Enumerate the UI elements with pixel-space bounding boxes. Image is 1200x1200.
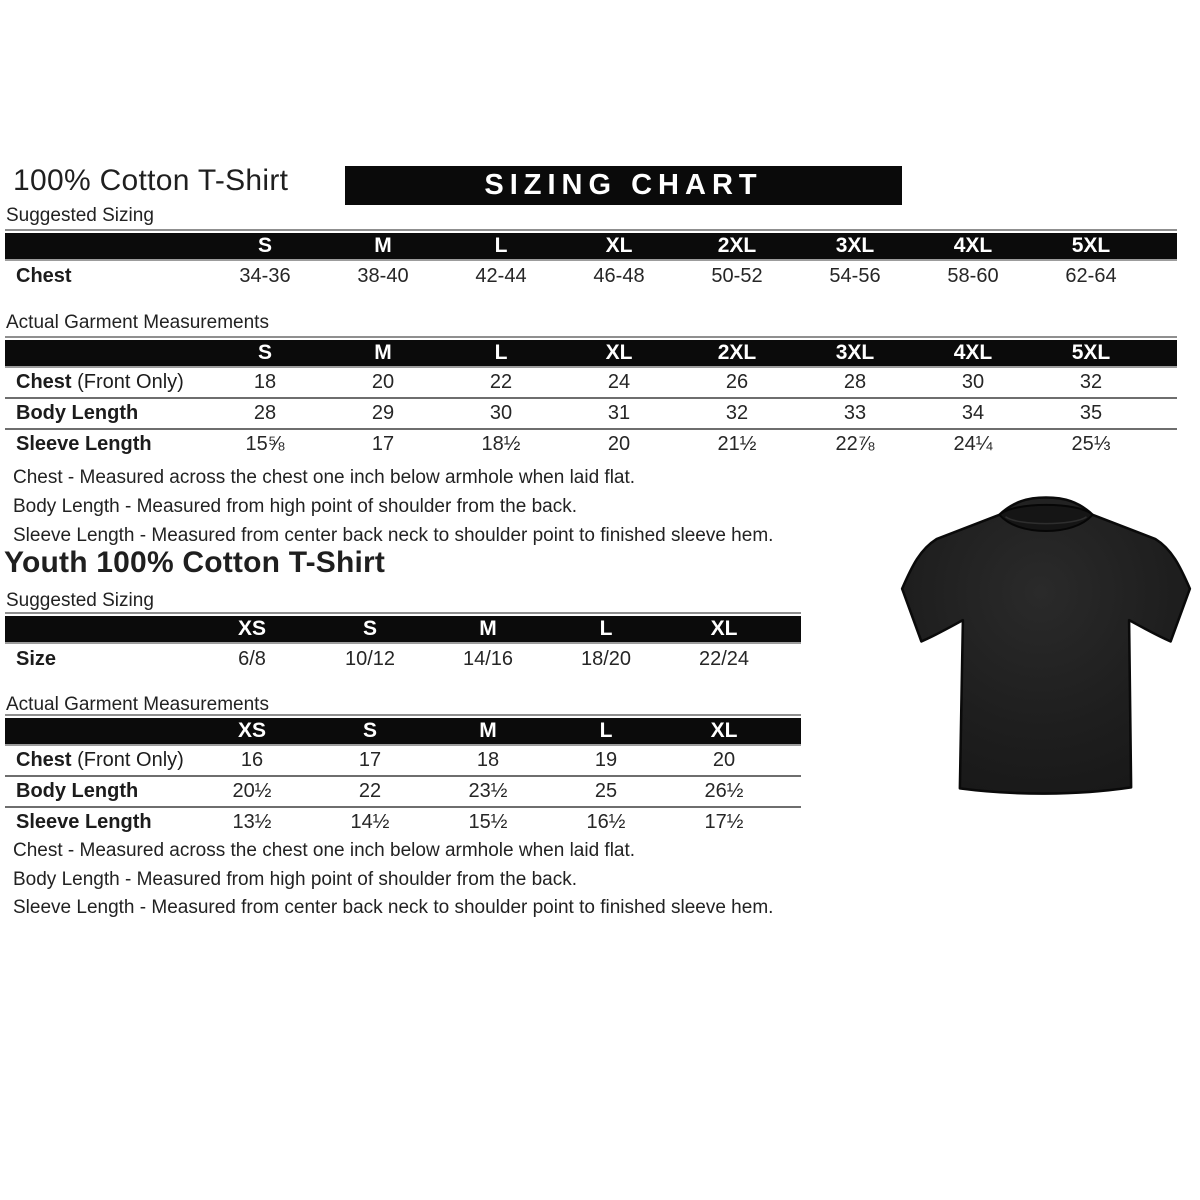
youth-measurement-notes — [13, 837, 773, 923]
row-label — [5, 259, 206, 292]
measurement-cell: 32 — [678, 397, 796, 428]
spacer-cell — [1150, 428, 1177, 459]
measurement-cell: 25⅓ — [1032, 428, 1150, 459]
size-column-header: S — [311, 716, 429, 744]
size-column-header: S — [206, 231, 324, 259]
tshirt-image — [894, 492, 1198, 802]
size-column-header: M — [429, 614, 547, 642]
measurement-cell: 38-40 — [324, 259, 442, 292]
row-label-main: Sleeve Length — [16, 811, 152, 833]
size-header-row — [5, 338, 1177, 366]
measurement-cell: 46-48 — [560, 259, 678, 292]
measurement-cell: 18 — [206, 366, 324, 397]
row-label — [5, 775, 193, 806]
measurement-cell: 54-56 — [796, 259, 914, 292]
measurement-row — [5, 642, 801, 674]
row-label-main: Size — [16, 647, 57, 670]
size-column-header: S — [206, 338, 324, 366]
row-label-suffix: (Front Only) — [71, 749, 184, 771]
measurement-cell: 14½ — [311, 806, 429, 837]
size-column-header: L — [547, 716, 665, 744]
measurement-cell: 62-64 — [1032, 259, 1150, 292]
row-label-main: Chest — [16, 749, 72, 771]
size-column-header: 4XL — [914, 231, 1032, 259]
spacer-cell — [1150, 231, 1177, 259]
spacer-cell — [783, 642, 801, 674]
measurement-cell: 18½ — [442, 428, 560, 459]
adult-actual-measurements-table — [5, 336, 1177, 459]
spacer-cell — [783, 744, 801, 775]
size-column-header: M — [324, 338, 442, 366]
measurement-cell: 30 — [442, 397, 560, 428]
corner-cell — [5, 716, 193, 744]
note-line: Body Length - Measured from high point of shoulder from the back. — [13, 868, 577, 890]
note-line: Chest - Measured across the chest one inch below armhole when laid flat. — [13, 840, 636, 861]
measurement-row — [5, 806, 801, 837]
note-line: Sleeve Length - Measured from center back neck to shoulder point to finished sleeve hem. — [13, 525, 774, 546]
spacer-cell — [783, 775, 801, 806]
size-column-header: 2XL — [678, 338, 796, 366]
size-column-header: S — [311, 614, 429, 642]
measurement-cell: 17 — [311, 744, 429, 775]
measurement-cell: 29 — [324, 397, 442, 428]
measurement-cell: 28 — [796, 366, 914, 397]
spacer-cell — [783, 716, 801, 744]
adult-suggested-sizing-label: Suggested Sizing — [6, 205, 154, 226]
youth-section-title: Youth 100% Cotton T-Shirt — [4, 546, 386, 579]
size-column-header: 2XL — [678, 231, 796, 259]
size-column-header: 5XL — [1032, 338, 1150, 366]
measurement-cell: 31 — [560, 397, 678, 428]
measurement-cell: 32 — [1032, 366, 1150, 397]
row-label — [5, 642, 193, 674]
note-line: Body Length - Measured from high point of shoulder from the back. — [13, 496, 577, 517]
size-column-header: XL — [560, 338, 678, 366]
size-column-header: XL — [560, 231, 678, 259]
measurement-cell: 33 — [796, 397, 914, 428]
measurement-cell: 42-44 — [442, 259, 560, 292]
measurement-cell: 23½ — [429, 775, 547, 806]
measurement-cell: 25 — [547, 775, 665, 806]
spacer-cell — [1150, 338, 1177, 366]
adult-suggested-sizing-table — [5, 229, 1177, 292]
measurement-row — [5, 259, 1177, 292]
note-line: Sleeve Length - Measured from center back neck to shoulder point to finished sleeve hem. — [13, 897, 774, 918]
size-header-row — [5, 231, 1177, 259]
youth-actual-measurements-table — [5, 714, 801, 837]
size-column-header: 3XL — [796, 231, 914, 259]
measurement-row — [5, 744, 801, 775]
measurement-cell: 22/24 — [665, 642, 783, 674]
measurement-cell: 22 — [442, 366, 560, 397]
measurement-cell: 20 — [560, 428, 678, 459]
size-header-row — [5, 614, 801, 642]
measurement-cell: 19 — [547, 744, 665, 775]
size-column-header: M — [429, 716, 547, 744]
size-column-header: XL — [665, 716, 783, 744]
youth-suggested-sizing-label: Suggested Sizing — [6, 590, 154, 611]
measurement-cell: 17 — [324, 428, 442, 459]
measurement-cell: 21½ — [678, 428, 796, 459]
measurement-cell: 35 — [1032, 397, 1150, 428]
size-column-header: XS — [193, 614, 311, 642]
size-column-header: L — [547, 614, 665, 642]
measurement-cell: 34-36 — [206, 259, 324, 292]
size-column-header: L — [442, 231, 560, 259]
measurement-cell: 6/8 — [193, 642, 311, 674]
size-column-header: L — [442, 338, 560, 366]
size-column-header: 5XL — [1032, 231, 1150, 259]
row-label-main: Sleeve Length — [16, 433, 152, 455]
spacer-cell — [783, 806, 801, 837]
size-header-row — [5, 716, 801, 744]
row-label — [5, 428, 206, 459]
measurement-cell: 22 — [311, 775, 429, 806]
corner-cell — [5, 231, 206, 259]
measurement-cell: 26 — [678, 366, 796, 397]
row-label — [5, 397, 206, 428]
measurement-cell: 14/16 — [429, 642, 547, 674]
measurement-cell: 20½ — [193, 775, 311, 806]
row-label — [5, 366, 206, 397]
sizing-chart-banner: SIZING CHART — [345, 166, 902, 205]
measurement-row — [5, 428, 1177, 459]
measurement-cell: 24 — [560, 366, 678, 397]
measurement-cell: 15⅝ — [206, 428, 324, 459]
size-column-header: 4XL — [914, 338, 1032, 366]
measurement-row — [5, 366, 1177, 397]
note-line: Chest - Measured across the chest one inch below armhole when laid flat. — [13, 467, 636, 488]
measurement-cell: 18 — [429, 744, 547, 775]
measurement-cell: 16½ — [547, 806, 665, 837]
measurement-row — [5, 775, 801, 806]
measurement-cell: 58-60 — [914, 259, 1032, 292]
row-label-suffix: (Front Only) — [71, 371, 184, 393]
measurement-cell: 13½ — [193, 806, 311, 837]
spacer-cell — [783, 614, 801, 642]
measurement-cell: 50-52 — [678, 259, 796, 292]
adult-measurement-notes — [13, 463, 773, 550]
measurement-cell: 16 — [193, 744, 311, 775]
youth-actual-measurements-label: Actual Garment Measurements — [6, 694, 269, 715]
corner-cell — [5, 614, 193, 642]
row-label-main: Chest — [16, 371, 72, 393]
row-label-main: Chest — [16, 265, 72, 287]
measurement-cell: 10/12 — [311, 642, 429, 674]
size-column-header: M — [324, 231, 442, 259]
row-label — [5, 744, 193, 775]
row-label — [5, 806, 193, 837]
measurement-cell: 15½ — [429, 806, 547, 837]
youth-suggested-sizing-table — [5, 612, 801, 674]
measurement-cell: 20 — [324, 366, 442, 397]
tshirt-body — [902, 498, 1190, 794]
measurement-cell: 22⅞ — [796, 428, 914, 459]
measurement-cell: 34 — [914, 397, 1032, 428]
row-label-main: Body Length — [16, 402, 139, 424]
measurement-cell: 30 — [914, 366, 1032, 397]
size-column-header: 3XL — [796, 338, 914, 366]
measurement-cell: 18/20 — [547, 642, 665, 674]
measurement-cell: 20 — [665, 744, 783, 775]
size-column-header: XS — [193, 716, 311, 744]
measurement-cell: 28 — [206, 397, 324, 428]
measurement-cell: 17½ — [665, 806, 783, 837]
spacer-cell — [1150, 397, 1177, 428]
adult-section-title: 100% Cotton T-Shirt — [13, 164, 289, 197]
adult-actual-measurements-label: Actual Garment Measurements — [6, 312, 269, 333]
measurement-cell: 26½ — [665, 775, 783, 806]
measurement-row — [5, 397, 1177, 428]
row-label-main: Body Length — [16, 780, 139, 802]
corner-cell — [5, 338, 206, 366]
size-column-header: XL — [665, 614, 783, 642]
spacer-cell — [1150, 366, 1177, 397]
measurement-cell: 24¼ — [914, 428, 1032, 459]
spacer-cell — [1150, 259, 1177, 292]
